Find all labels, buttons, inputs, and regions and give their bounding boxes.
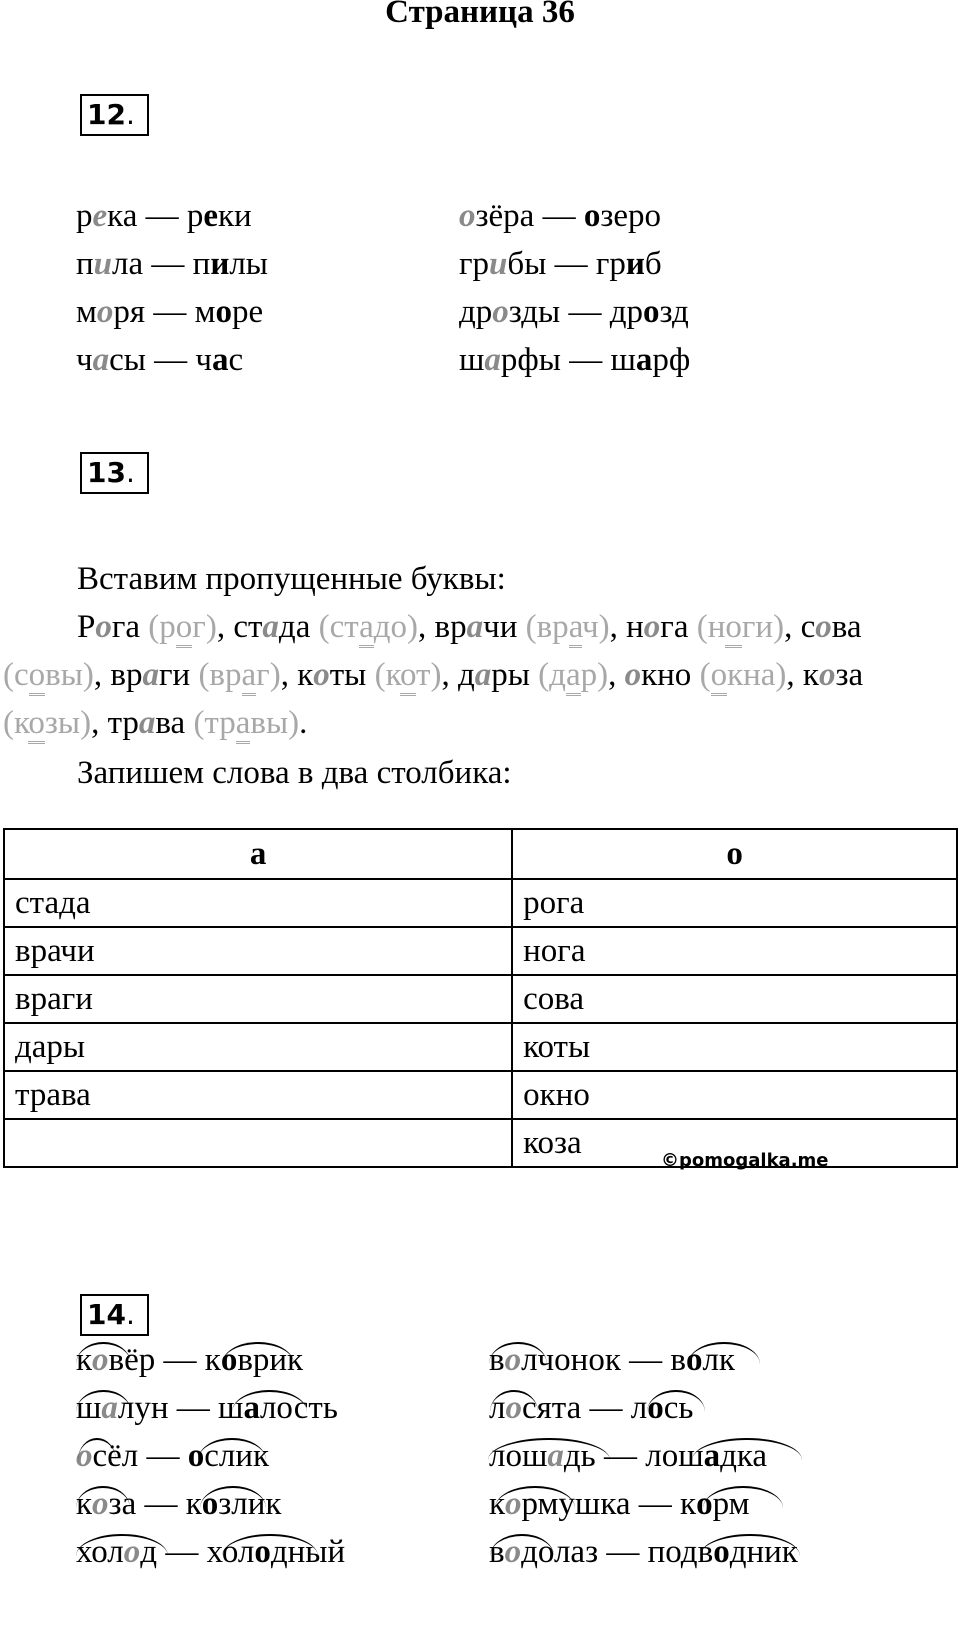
cell-column-o: коза <box>512 1119 957 1167</box>
task14-left-pair-1: ковёр — коврик <box>76 1342 304 1378</box>
task-number-14: 14. <box>80 1294 149 1336</box>
page-title: Страница 36 <box>385 0 575 30</box>
task14-left-pair-5: холод — холодный <box>76 1534 346 1570</box>
table-row <box>4 975 957 1023</box>
task12-left-pair-2: пила — пилы <box>76 246 268 282</box>
cell-column-o: сова <box>512 975 957 1023</box>
cell-column-o: коты <box>512 1023 957 1071</box>
task-number-13: 13. <box>80 452 149 494</box>
task13-columns-intro: Запишем слова в два столбика: <box>77 755 512 791</box>
task12-right-pair-3: дрозды — дрозд <box>459 294 689 330</box>
task14-right-pair-5: водолаз — подводник <box>489 1534 798 1570</box>
table-row <box>4 927 957 975</box>
column-header-o: о <box>512 829 957 879</box>
task12-right-pair-4: шарфы — шарф <box>459 342 691 378</box>
task14-right-pair-1: волчонок — волк <box>489 1342 735 1378</box>
cell-column-a <box>4 1119 512 1167</box>
cell-column-o: окно <box>512 1071 957 1119</box>
task14-left-pair-2: шалун — шалость <box>76 1390 338 1426</box>
cell-column-a: враги <box>4 975 512 1023</box>
task12-left-pair-1: река — реки <box>76 198 252 234</box>
task14-left-pair-4: коза — козлик <box>76 1486 282 1522</box>
table-row <box>4 879 957 927</box>
watermark: ©pomogalka.me <box>661 1150 829 1171</box>
cell-column-o: нога <box>512 927 957 975</box>
cell-column-a: врачи <box>4 927 512 975</box>
task13-line-2: (совы), враги (враг), коты (кот), дары (дар), окно (окна), коза <box>3 650 863 700</box>
task13-intro: Вставим пропущенные буквы: <box>77 561 506 597</box>
task14-right-pair-2: лосята — лось <box>489 1390 694 1426</box>
cell-column-o: рога <box>512 879 957 927</box>
task12-right-pair-1: озёра — озеро <box>459 198 662 234</box>
vowel-columns-table <box>3 828 958 1168</box>
task13-line-3: (козы), трава (травы). <box>3 698 307 748</box>
task13-line-1: Рога (рог), стада (стадо), врачи (врач), нога (ноги), сова <box>77 602 862 652</box>
task12-right-pair-2: грибы — гриб <box>459 246 662 282</box>
cell-column-a: стада <box>4 879 512 927</box>
column-header-a: а <box>4 829 512 879</box>
table-row <box>4 1071 957 1119</box>
cell-column-a: трава <box>4 1071 512 1119</box>
task14-right-pair-4: кормушка — корм <box>489 1486 750 1522</box>
task14-right-pair-3: лошадь — лошадка <box>489 1438 768 1474</box>
task12-left-pair-4: часы — час <box>76 342 244 378</box>
table-row <box>4 1023 957 1071</box>
cell-column-a: дары <box>4 1023 512 1071</box>
task12-left-pair-3: моря — море <box>76 294 264 330</box>
task14-left-pair-3: осёл — ослик <box>76 1438 270 1474</box>
task-number-12: 12. <box>80 94 149 136</box>
